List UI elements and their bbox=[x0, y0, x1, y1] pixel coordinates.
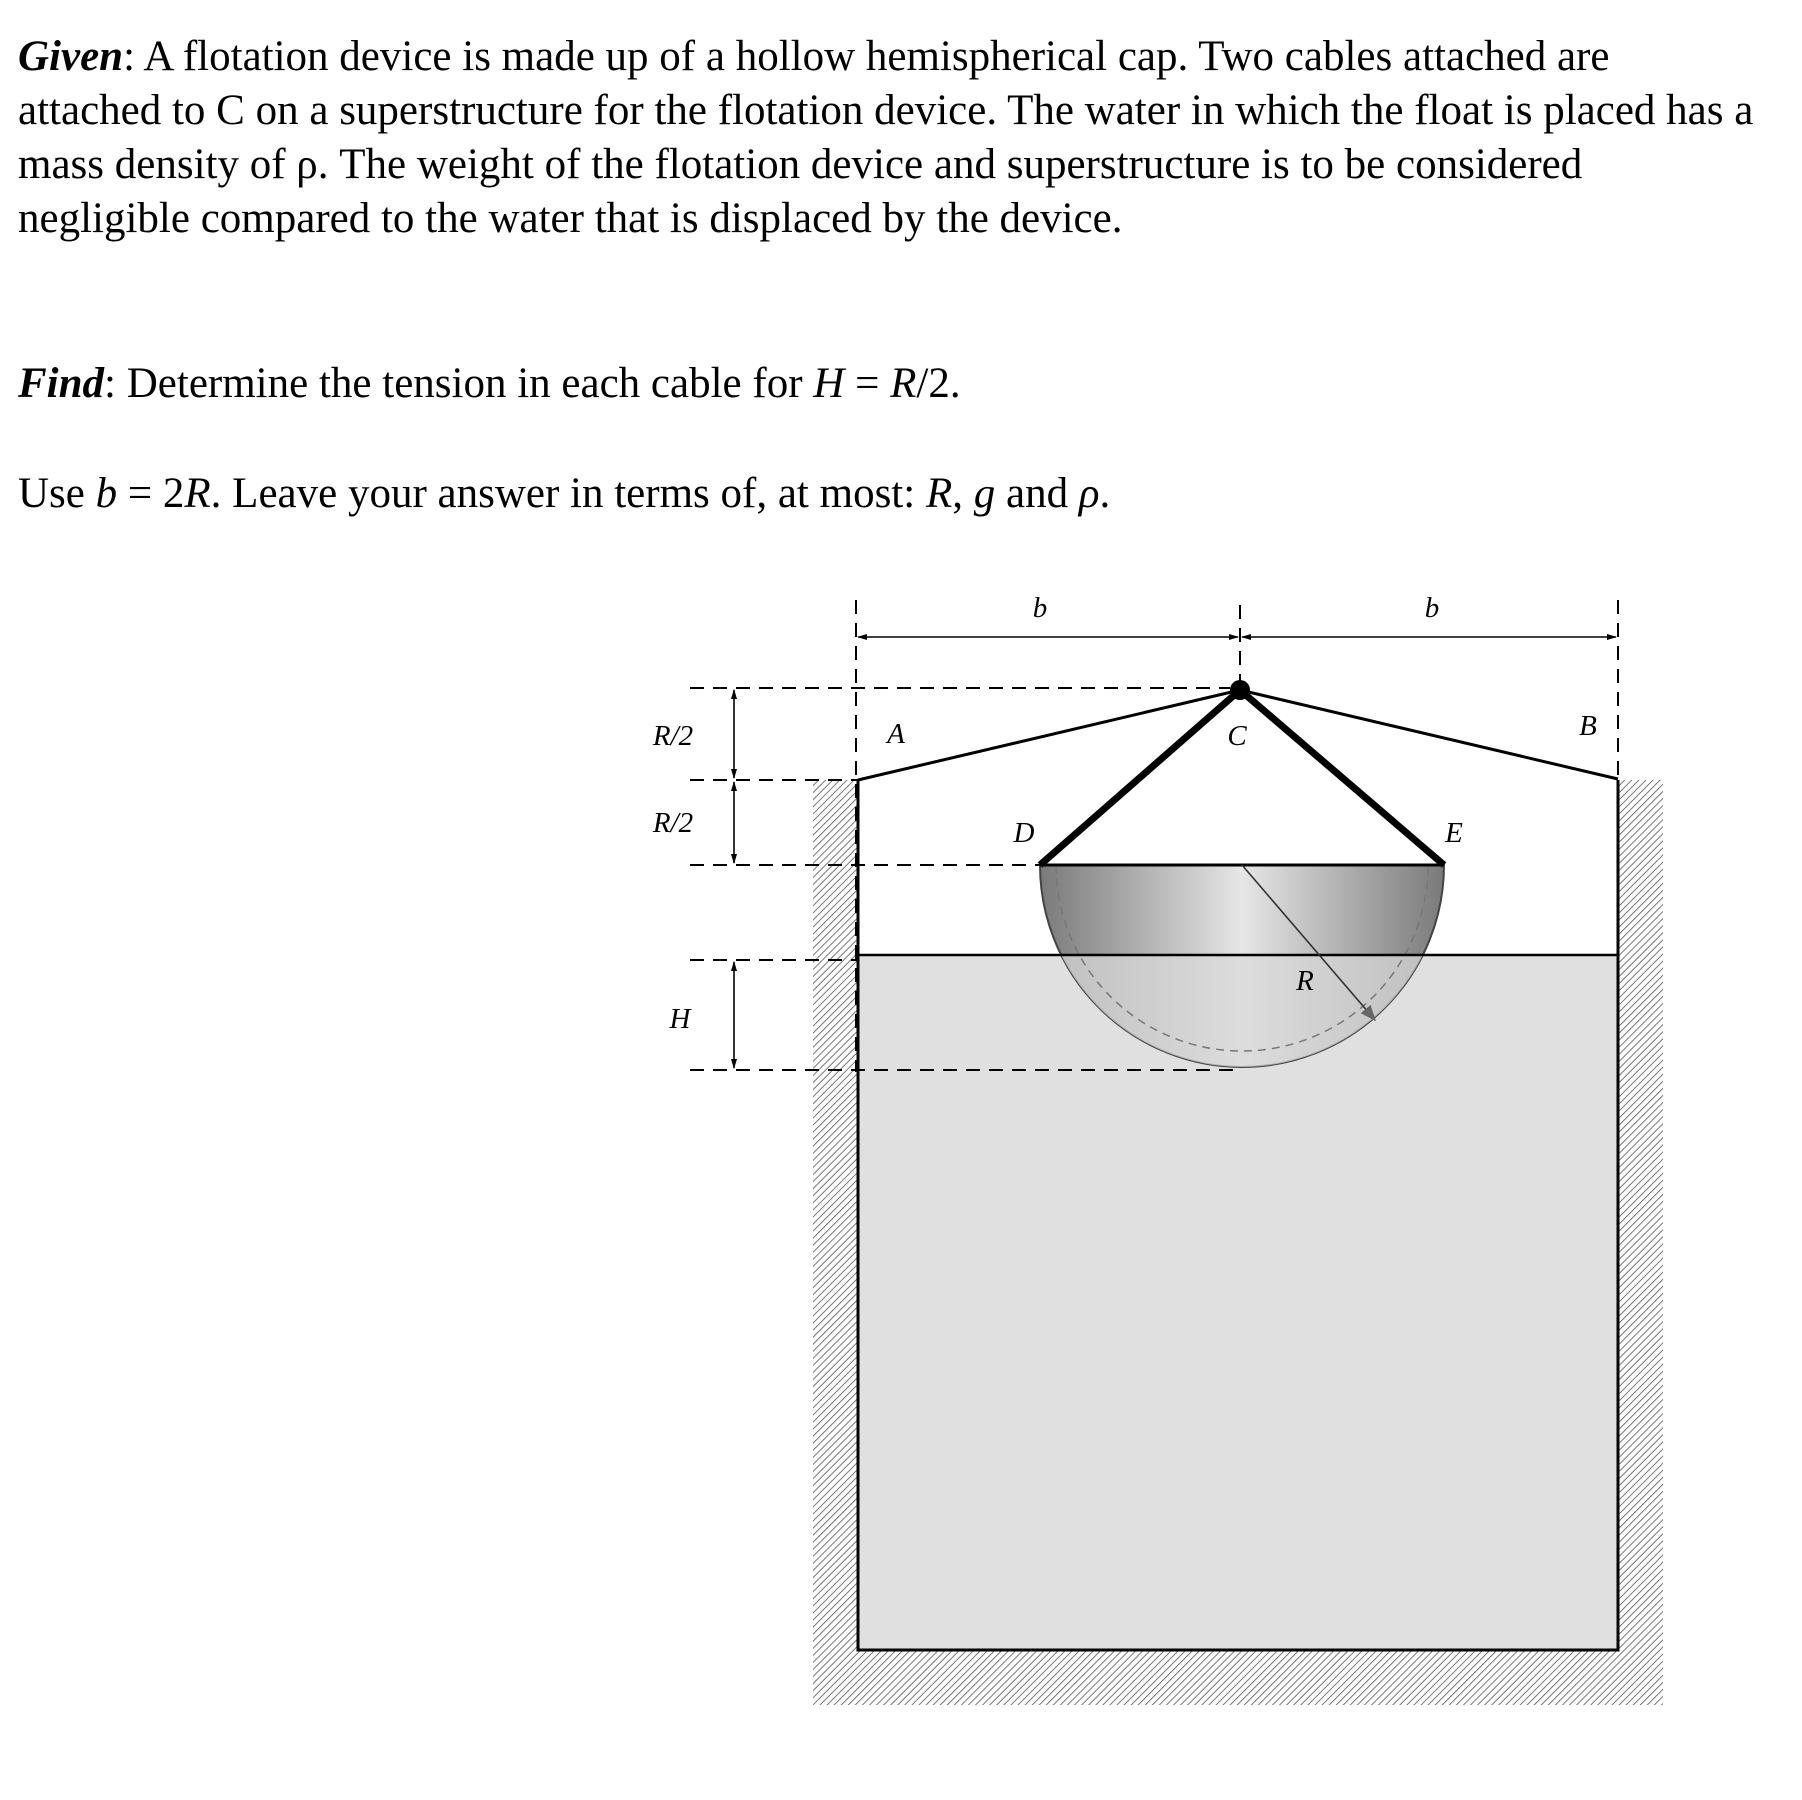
label-point-a: A bbox=[887, 718, 905, 750]
label-point-c: C bbox=[1227, 720, 1247, 752]
find-body: Determine the tension in each cable for bbox=[116, 360, 814, 407]
find-sep: : bbox=[104, 360, 116, 407]
strut-dc bbox=[1040, 690, 1240, 865]
given-body: A flotation device is made up of a hollow hemispherical cap. Two cables attached are attached to C on a superstructure for the flotation device. The water in which the float is placed has a mass density of ρ. The weight of the flotation device and superstructure is to be considered negligible compared to the water that is displaced by the device. bbox=[18, 33, 1754, 242]
label-h: H bbox=[669, 1003, 691, 1035]
given-label: Given bbox=[18, 33, 124, 80]
find-eq: = bbox=[844, 360, 891, 407]
floor-hatch bbox=[813, 1650, 1663, 1705]
use-c2: and bbox=[995, 470, 1079, 517]
use-eq: = 2 bbox=[117, 470, 185, 517]
strut-ce bbox=[1240, 690, 1444, 865]
label-point-b: B bbox=[1579, 710, 1597, 742]
use-mid: . Leave your answer in terms of, at most: bbox=[210, 470, 926, 517]
label-b-right: b bbox=[1424, 592, 1440, 624]
label-point-d: D bbox=[1013, 817, 1035, 849]
label-b-left: b bbox=[1032, 592, 1048, 624]
use-end: . bbox=[1099, 470, 1111, 517]
right-wall-hatch bbox=[1618, 780, 1663, 1705]
find-tail: /2. bbox=[916, 360, 961, 407]
label-r-half-mid: R/2 bbox=[652, 807, 694, 839]
left-wall-hatch bbox=[813, 780, 858, 1705]
cable-ac bbox=[858, 690, 1240, 780]
use-v3: ρ bbox=[1078, 470, 1100, 517]
find-var-h: H bbox=[813, 360, 845, 407]
use-var-r: R bbox=[184, 470, 211, 517]
use-var-b: b bbox=[95, 470, 118, 517]
use-v1: R bbox=[925, 470, 953, 517]
find-var-r: R bbox=[890, 360, 917, 407]
find-label: Find bbox=[18, 360, 105, 407]
use-lead: Use bbox=[18, 470, 96, 517]
use-v2: g bbox=[973, 470, 996, 517]
given-sep: : bbox=[123, 33, 136, 80]
label-radius: R bbox=[1296, 965, 1314, 997]
label-point-e: E bbox=[1445, 817, 1463, 849]
use-c1: , bbox=[952, 470, 974, 517]
label-r-half-top: R/2 bbox=[652, 720, 694, 752]
